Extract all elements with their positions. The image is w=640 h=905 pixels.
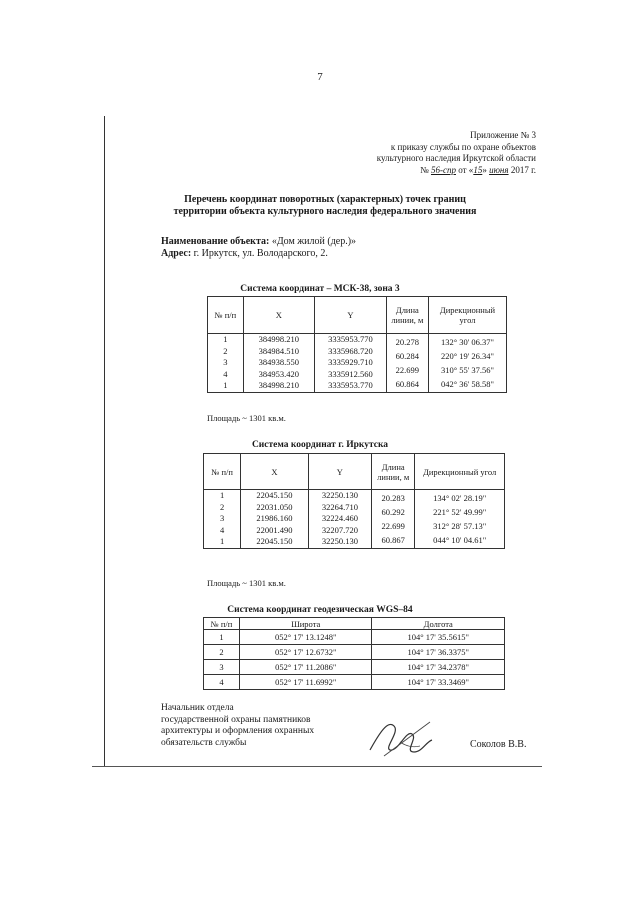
table2-col-length (372, 490, 415, 549)
appendix-block (296, 130, 536, 176)
table2-cell: 32250.130 (321, 490, 358, 500)
table2-cell: 1 (219, 536, 225, 546)
order-year: 2017 г. (510, 164, 536, 175)
table2-cell: 21986.160 (256, 513, 293, 523)
handwritten-signature (360, 712, 440, 762)
table3-cell: 4 (204, 675, 240, 690)
table2-cell: 4 (219, 524, 225, 535)
signatory-line1: Начальник отдела (161, 703, 234, 713)
table1-cell: 22.699 (395, 364, 420, 375)
table1-header-length: Длина линии, м (386, 297, 428, 334)
table2-cell: 22031.050 (256, 501, 293, 512)
table1-cell: 60.864 (395, 378, 420, 389)
table3-header-num: № п/п (204, 618, 240, 630)
table1-cell: 3335929.710 (328, 357, 373, 367)
table2-cell: 22045.150 (256, 536, 293, 546)
appendix-line2: к приказу службы по охране объектов (390, 141, 536, 152)
table-row (204, 630, 505, 645)
table1-cell: 384998.210 (258, 334, 300, 344)
table1-area: Площадь ~ 1301 кв.м. (207, 413, 286, 423)
table1-cell: 20.278 (395, 336, 420, 347)
table1-cell: 132° 30' 06.37" (440, 336, 495, 347)
table2-cell: 60.867 (381, 534, 405, 545)
table1-header-num: № п/п (208, 297, 244, 334)
order-day: 15 (473, 164, 483, 175)
table1-msk38 (207, 296, 507, 393)
table1-cell: 042° 36' 58.58" (440, 378, 495, 389)
table1-header-angle: Дирекционный угол (429, 297, 507, 334)
object-address-value: г. Иркутск, ул. Володарского, 2. (193, 248, 328, 259)
table2-col-y (308, 490, 371, 549)
table2-cell: 20.283 (381, 492, 405, 503)
table1-caption: Система координат – МСК-38, зона 3 (240, 284, 400, 294)
table1-col-x (243, 334, 314, 393)
table3-wgs84 (203, 617, 505, 690)
table1-cell: 2 (223, 345, 228, 356)
order-month: июня (489, 164, 509, 175)
page-number: 7 (317, 71, 323, 83)
table2-cell: 32264.710 (321, 501, 358, 512)
page-frame-bottom (92, 766, 542, 767)
table3-cell: 052° 17' 12.6732" (240, 645, 372, 660)
signatory-name: Соколов В.В. (470, 739, 527, 750)
table2-cell: 134° 02' 28.19" (433, 492, 487, 503)
table2-cell: 312° 28' 57.13" (433, 520, 487, 531)
table2-header-y: Y (308, 454, 371, 490)
table2-cell: 22.699 (381, 520, 405, 531)
table1-cell: 384998.210 (258, 380, 300, 390)
appendix-order-line (296, 165, 536, 177)
table2-col-x (241, 490, 308, 549)
table3-header-lon: Долгота (372, 618, 505, 630)
table-row (204, 660, 505, 675)
signatory-line2: государственной охраны памятников (161, 714, 311, 725)
page-frame-left (104, 116, 105, 766)
table1-cell: 3 (223, 357, 228, 367)
table2-cell: 044° 10' 04.61" (433, 534, 487, 545)
table1-cell: 4 (223, 368, 228, 379)
table3-cell: 052° 17' 11.6992" (240, 675, 372, 690)
table2-cell: 3 (219, 513, 225, 523)
appendix-line1: Приложение № 3 (470, 130, 536, 140)
table2-cell: 32250.130 (321, 536, 358, 546)
table2-cell: 32207.720 (321, 524, 358, 535)
table1-header-x: X (243, 297, 314, 334)
table1-cell: 1 (223, 334, 228, 344)
object-name-label: Наименование объекта: (161, 236, 270, 247)
table1-cell: 384938.550 (258, 357, 300, 367)
table1-col-angle (429, 334, 507, 393)
table-row (204, 675, 505, 690)
table2-header-num: № п/п (204, 454, 241, 490)
table1-cell: 3335912.560 (328, 368, 373, 379)
table1-cell: 310° 55' 37.56" (440, 364, 495, 375)
table1-col-length (386, 334, 428, 393)
table1-cell: 1 (223, 380, 228, 390)
table3-cell: 1 (204, 630, 240, 645)
table2-col-angle (415, 490, 505, 549)
order-date-from: от « (458, 164, 474, 175)
table1-cell: 3335953.770 (328, 380, 373, 390)
appendix-line3: культурного наследия Иркутской области (376, 153, 536, 163)
title-line2: территории объекта культурного наследия федерального значения (173, 206, 477, 217)
table2-cell: 32224.460 (321, 513, 358, 523)
table2-cell: 1 (219, 490, 225, 500)
table1-cell: 60.284 (395, 350, 420, 361)
table1-header-y: Y (315, 297, 387, 334)
table2-caption: Система координат г. Иркутска (251, 440, 389, 450)
table2-col-num (204, 490, 241, 549)
title-line1: Перечень координат поворотных (характерных) точек границ (184, 194, 466, 205)
table2-header-length: Длина линии, м (372, 454, 415, 490)
table2-irkutsk (203, 453, 505, 549)
table3-cell: 104° 17' 33.3469" (372, 675, 505, 690)
table3-cell: 104° 17' 35.5615" (372, 630, 505, 645)
table3-cell: 3 (204, 660, 240, 675)
table3-caption: Система координат геодезическая WGS–84 (227, 605, 413, 615)
table3-cell: 052° 17' 13.1248" (240, 630, 372, 645)
table1-cell: 220° 19' 26.34" (440, 350, 495, 361)
table3-header-lat: Широта (240, 618, 372, 630)
signatory-line4: обязательств службы (161, 737, 247, 748)
object-name-value: «Дом жилой (дер.)» (271, 236, 357, 247)
table2-cell: 2 (219, 501, 225, 512)
table1-cell: 384953.420 (258, 368, 300, 379)
table2-cell: 221° 52' 49.99" (433, 506, 487, 517)
object-name-row (161, 236, 356, 248)
table3-cell: 2 (204, 645, 240, 660)
object-info (161, 236, 356, 260)
order-date-mid: » (482, 164, 487, 175)
signatory-title (161, 703, 314, 749)
table3-cell: 052° 17' 11.2086" (240, 660, 372, 675)
object-address-label: Адрес: (161, 248, 192, 259)
table2-header-angle: Дирекционный угол (415, 454, 505, 490)
table2-header-x: X (241, 454, 308, 490)
order-number: 56-спр (430, 164, 456, 175)
table3-cell: 104° 17' 36.3375" (372, 645, 505, 660)
table1-col-num (208, 334, 244, 393)
table1-cell: 3335953.770 (328, 334, 373, 344)
table2-area: Площадь ~ 1301 кв.м. (207, 578, 286, 588)
object-address-row (161, 248, 356, 260)
table3-cell: 104° 17' 34.2378" (372, 660, 505, 675)
document-title (110, 194, 540, 218)
order-num-prefix: № (420, 164, 429, 175)
signatory-line3: архитектуры и оформления охранных (161, 726, 315, 736)
table-row (204, 645, 505, 660)
table2-cell: 60.292 (381, 506, 405, 517)
table1-cell: 3335968.720 (328, 345, 373, 356)
table2-cell: 22045.150 (256, 490, 293, 500)
table1-cell: 384984.510 (258, 345, 300, 356)
table2-cell: 22001.490 (256, 524, 293, 535)
table1-col-y (315, 334, 387, 393)
